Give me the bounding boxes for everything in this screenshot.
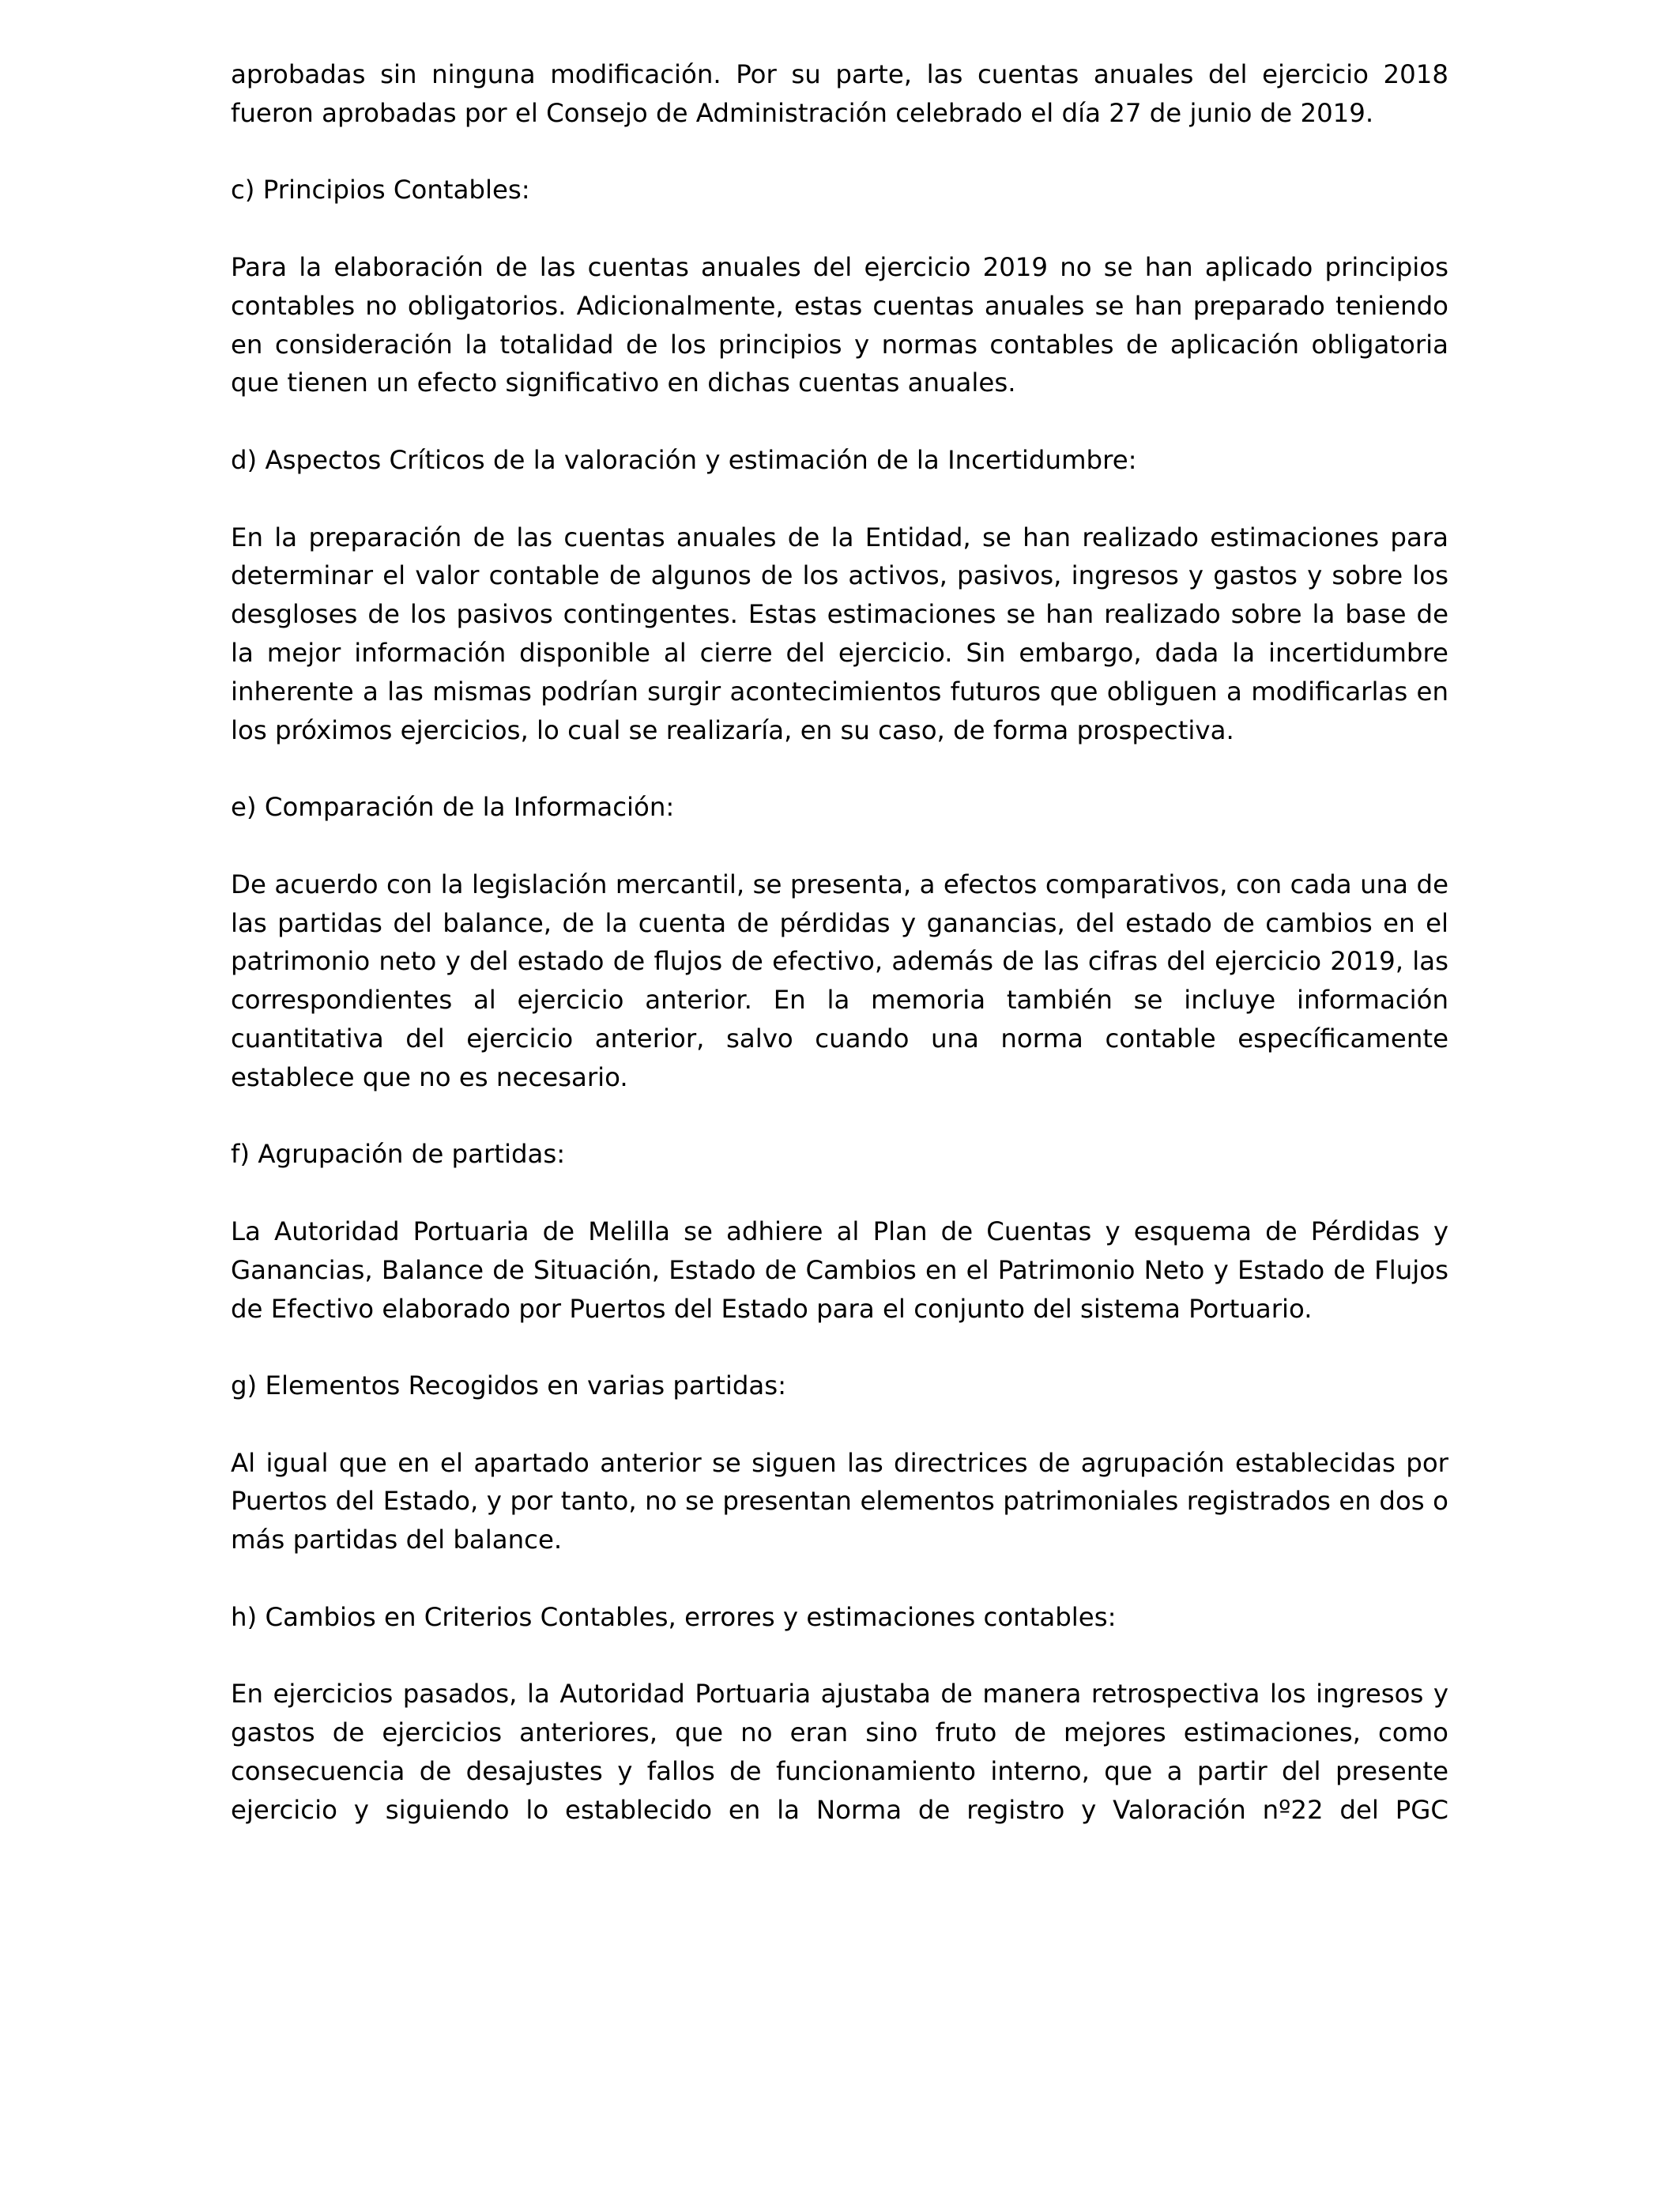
paragraph-principios-contables: Para la elaboración de las cuentas anuales del ejercicio 2019 no se han aplicado principios contables no obligatorios. Adicionalmente, estas cuentas anuales se han preparado teniendo en consideración la totalidad de los principios y normas contables de aplicación obligatoria que tienen un efecto significativo en dichas cuentas anuales. — [231, 251, 1448, 398]
heading-aspectos-criticos: d) Aspectos Críticos de la valoración y estimación de la Incertidumbre: — [231, 444, 1137, 475]
paragraph-elementos-recogidos: Al igual que en el apartado anterior se siguen las directrices de agrupación establecidas por Puertos del Estado, y por tanto, no se presentan elementos patrimoniales registrados en dos o más partidas del balance. — [231, 1447, 1448, 1555]
heading-cambios-criterios: h) Cambios en Criterios Contables, errores y estimaciones contables: — [231, 1601, 1117, 1632]
document-page — [231, 55, 1448, 1868]
paragraph-approval: aprobadas sin ninguna modificación. Por su parte, las cuentas anuales del ejercicio 2018 fueron aprobadas por el Consejo de Administración celebrado el día 27 de junio de 2019. — [231, 59, 1448, 128]
paragraph-cambios-criterios: En ejercicios pasados, la Autoridad Portuaria ajustaba de manera retrospectiva los ingresos y gastos de ejercicios anteriores, que no eran sino fruto de mejores estimaciones, como consecuencia de desajustes y fallos de funcionamiento interno, que a partir del presente ejercicio y siguiendo lo establecido en la Norma de registro y Valoración nº22 del PGC — [231, 1679, 1448, 1825]
heading-agrupacion-partidas: f) Agrupación de partidas: — [231, 1139, 566, 1170]
paragraph-aspectos-criticos: En la preparación de las cuentas anuales de la Entidad, se han realizado estimaciones para determinar el valor contable de algunos de los activos, pasivos, ingresos y gastos y sobre los desgloses de los pasivos contingentes. Estas estimaciones se han realizado sobre la base de la mejor información disponible al cierre del ejercicio. Sin embargo, dada la incertidumbre inherente a las mismas podrían surgir acontecimientos futuros que obliguen a modificarlas en los próximos ejercicios, lo cual se realizaría, en su caso, de forma prospectiva. — [231, 522, 1448, 745]
heading-elementos-recogidos: g) Elementos Recogidos en varias partidas: — [231, 1370, 787, 1401]
paragraph-comparacion-informacion: De acuerdo con la legislación mercantil, se presenta, a efectos comparativos, con cada una de las partidas del balance, de la cuenta de pérdidas y ganancias, del estado de cambios en el patrimonio neto y del estado de flujos de efectivo, además de las cifras del ejercicio 2019, las correspondientes al ejercicio anterior. En la memoria también se incluye información cuantitativa del ejercicio anterior, salvo cuando una norma contable específicamente establece que no es necesario. — [231, 869, 1448, 1092]
heading-comparacion-informacion: e) Comparación de la Información: — [231, 792, 675, 823]
heading-principios-contables: c) Principios Contables: — [231, 175, 530, 205]
paragraph-agrupacion-partidas: La Autoridad Portuaria de Melilla se adhiere al Plan de Cuentas y esquema de Pérdidas y Ganancias, Balance de Situación, Estado de Cambios en el Patrimonio Neto y Estado de Flujos de Efectivo elaborado por Puertos del Estado para el conjunto del sistema Portuario. — [231, 1216, 1448, 1324]
